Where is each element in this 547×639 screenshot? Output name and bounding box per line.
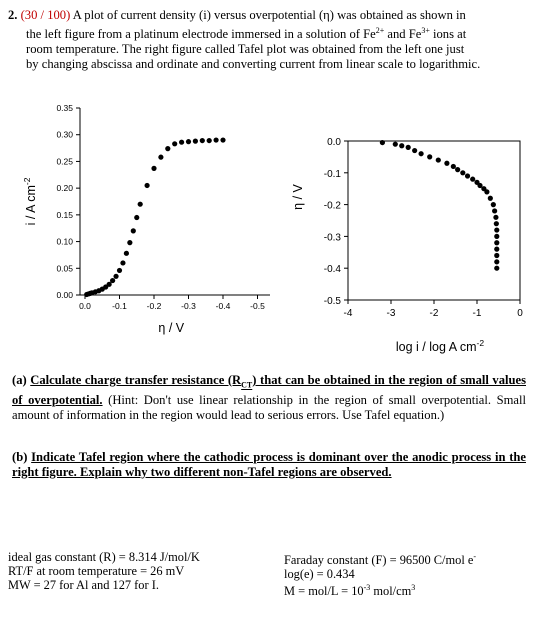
y-tick-label: 0.15 xyxy=(56,209,73,220)
data-point xyxy=(494,227,499,232)
data-point xyxy=(493,215,498,220)
y-tick-label: -0.2 xyxy=(323,200,341,212)
electron-sup: - xyxy=(473,552,477,561)
fe3-charge: 3+ xyxy=(421,26,430,35)
x-tick-label: -0.1 xyxy=(112,301,127,311)
plot-frame xyxy=(348,141,520,300)
data-point xyxy=(393,142,398,147)
part-a-hint: (Hint: Don't use linear relationship in the region of small overpotential. Small amount of information in the region would lead to serious errors. Use Tafel equation.) xyxy=(12,393,526,422)
y-axis-title: η / V xyxy=(291,184,305,210)
question-line-3: room temperature. The right figure called Tafel plot was obtained from the left one just xyxy=(26,42,465,57)
question-number: 2. xyxy=(8,8,18,22)
y-tick-label: 0.35 xyxy=(56,103,73,113)
data-point xyxy=(193,139,198,144)
faraday-constant: Faraday constant (F) = 96500 C/mol e xyxy=(284,553,474,568)
y-tick-label: 0.30 xyxy=(56,129,73,140)
y-axis-title: i / A $cm^{-2}$ xyxy=(22,177,38,226)
y-tick-label: 0.0 xyxy=(327,137,341,148)
part-a xyxy=(12,373,526,422)
data-point xyxy=(494,253,499,258)
data-point xyxy=(484,189,489,194)
molarity-b: mol/cm xyxy=(370,584,412,599)
y-tick-label: 0.25 xyxy=(56,156,73,167)
data-point xyxy=(494,259,499,264)
data-point xyxy=(124,251,129,256)
x-tick-label: -0.5 xyxy=(250,301,265,311)
part-a-underlined-2: ) that can be obtained in the region of small values of overpotential. xyxy=(12,373,526,408)
question-score: (30 / 100) xyxy=(20,8,71,22)
question-line-4: by changing abscissa and ordinate and converting current from linear scale to logarithmic. xyxy=(26,57,481,72)
data-point xyxy=(436,157,441,162)
x-axis-title-exponent: -2 xyxy=(476,338,485,348)
data-point xyxy=(120,260,125,265)
data-point xyxy=(465,173,470,178)
data-point xyxy=(444,161,449,166)
data-point xyxy=(113,274,118,279)
y-tick-label: 0.20 xyxy=(56,183,73,194)
data-point xyxy=(214,137,219,142)
part-a-label: (a) xyxy=(12,373,27,387)
data-point xyxy=(151,166,156,171)
y-tick-label: 0.10 xyxy=(56,236,73,247)
molecular-weight: MW = 27 for Al and 127 for I. xyxy=(8,578,159,592)
data-point xyxy=(494,266,499,271)
data-point xyxy=(427,154,432,159)
data-point xyxy=(172,141,177,146)
data-point xyxy=(419,151,424,156)
data-point xyxy=(494,247,499,252)
data-point xyxy=(138,202,143,207)
data-point xyxy=(488,196,493,201)
part-b xyxy=(12,450,526,479)
data-point xyxy=(110,278,115,283)
data-point xyxy=(470,177,475,182)
data-point xyxy=(455,167,460,172)
part-a-sub: CT xyxy=(241,380,253,390)
data-point xyxy=(494,240,499,245)
data-point xyxy=(399,143,404,148)
data-point xyxy=(145,183,150,188)
data-point xyxy=(494,234,499,239)
data-point xyxy=(380,140,385,145)
data-point xyxy=(131,228,136,233)
log-e: log(e) = 0.434 xyxy=(284,567,355,582)
data-point xyxy=(220,137,225,142)
data-point xyxy=(117,268,122,273)
fe2-charge: 2+ xyxy=(375,26,385,35)
y-tick-label: 0.05 xyxy=(56,263,73,274)
x-tick-label: -2 xyxy=(429,308,439,319)
y-tick-label: 0.00 xyxy=(56,290,73,300)
data-point xyxy=(491,202,496,207)
x-tick-label: -0.3 xyxy=(181,301,196,311)
x-tick-label: 0 xyxy=(517,308,523,319)
data-point xyxy=(492,208,497,213)
current-vs-overpotential-chart xyxy=(0,95,290,355)
x-tick-label: -0.2 xyxy=(146,301,162,311)
data-point xyxy=(406,145,411,150)
question-line-1: A plot of current density (i) versus overpotential (η) was obtained as shown in xyxy=(72,8,466,22)
question-line-2: the left figure from a platinum electrode immersed in a solution of Fe xyxy=(26,27,376,42)
data-point xyxy=(158,155,163,160)
x-tick-label: -0.4 xyxy=(215,301,231,311)
x-tick-label: 0.0 xyxy=(79,301,91,311)
data-point xyxy=(207,138,212,143)
x-tick-label: -3 xyxy=(386,308,396,319)
molarity-exp: -3 xyxy=(363,583,371,593)
part-b-label: (b) xyxy=(12,450,28,464)
x-tick-label: -4 xyxy=(343,308,353,319)
data-point xyxy=(460,170,465,175)
constants-left xyxy=(8,550,200,592)
part-a-underlined: Calculate charge transfer resistance (R xyxy=(30,373,242,387)
y-axis-title-exponent: -2 xyxy=(22,177,32,186)
data-point xyxy=(451,164,456,169)
y-tick-label: -0.3 xyxy=(323,232,341,244)
x-axis-title: log i / log A $cm^{-2}$ xyxy=(395,338,485,354)
constants-right xyxy=(284,550,476,598)
data-point xyxy=(412,148,417,153)
data-point xyxy=(179,140,184,145)
data-point xyxy=(186,139,191,144)
data-point xyxy=(200,138,205,143)
y-tick-label: -0.1 xyxy=(323,168,341,180)
molarity-a: M = mol/L = 10 xyxy=(284,584,364,599)
x-axis-title: η / V xyxy=(158,321,185,335)
data-point xyxy=(127,240,132,245)
question-text xyxy=(8,8,534,72)
x-tick-label: -1 xyxy=(472,308,482,319)
y-tick-label: -0.4 xyxy=(323,264,341,276)
tafel-plot-chart xyxy=(290,95,547,365)
data-point xyxy=(494,221,499,226)
data-point xyxy=(165,146,170,151)
part-b-underlined: Indicate Tafel region where the cathodic process is dominant over the anodic process in the right figure. Explain why two different non-Tafel regions are observed. xyxy=(12,450,526,479)
question-and: and Fe xyxy=(384,27,422,42)
data-point xyxy=(134,215,139,220)
question-line-2-end: ions at xyxy=(429,27,467,42)
molarity-exp2: 3 xyxy=(411,583,416,593)
rtf-constant: RT/F at room temperature = 26 mV xyxy=(8,564,185,578)
gas-constant: ideal gas constant (R) = 8.314 J/mol/K xyxy=(8,550,200,564)
y-tick-label: -0.5 xyxy=(323,296,341,307)
